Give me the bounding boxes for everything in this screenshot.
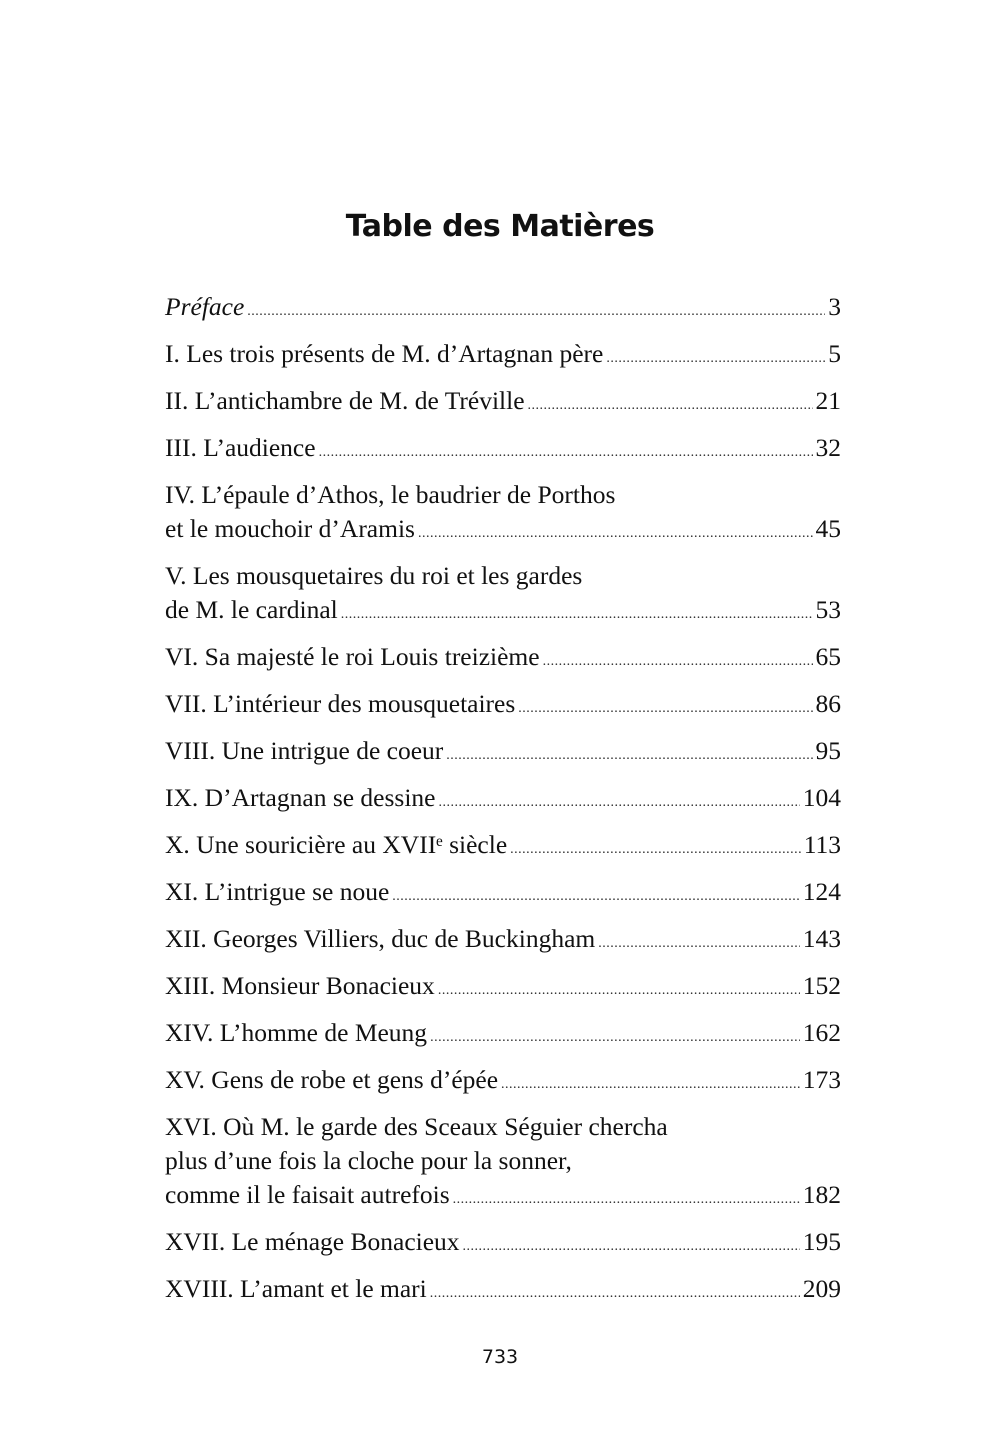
- toc-entry-title-line: XVI. Où M. le garde des Sceaux Séguier chercha: [165, 1112, 668, 1141]
- toc-entry-page: 113: [803, 830, 841, 859]
- toc-entry-row: [165, 875, 841, 909]
- toc-entry: [165, 1110, 841, 1212]
- dot-leader: [438, 974, 800, 1008]
- dot-leader: [501, 1068, 800, 1102]
- toc-entry-row: [165, 1063, 841, 1097]
- toc-entry-row: [165, 734, 841, 768]
- toc-entry-row: [165, 640, 841, 674]
- toc-entry: [165, 1225, 841, 1259]
- table-of-contents: [165, 290, 841, 1319]
- toc-entry-row: [165, 593, 841, 627]
- toc-entry-title: VIII. Une intrigue de coeur: [165, 736, 444, 765]
- dot-leader: [430, 1021, 800, 1055]
- toc-entry-row: [165, 1016, 841, 1050]
- toc-entry-row: [165, 781, 841, 815]
- toc-entry-page: 45: [815, 514, 841, 543]
- toc-entry: [165, 781, 841, 815]
- dot-leader: [598, 927, 800, 961]
- toc-entry-title: XV. Gens de robe et gens d’épée: [165, 1065, 499, 1094]
- toc-entry: [165, 640, 841, 674]
- dot-leader: [446, 739, 812, 773]
- toc-entry-title: XVIII. L’amant et le mari: [165, 1274, 427, 1303]
- toc-entry-row: [165, 1225, 841, 1259]
- dot-leader: [463, 1230, 800, 1264]
- toc-entry-row: [165, 1272, 841, 1306]
- toc-entry: [165, 1016, 841, 1050]
- toc-entry: [165, 875, 841, 909]
- toc-entry: [165, 828, 841, 862]
- toc-entry-page: 173: [802, 1065, 841, 1094]
- toc-entry-page: 209: [802, 1274, 841, 1303]
- toc-entry-title: III. L’audience: [165, 433, 316, 462]
- toc-entry-row: [165, 828, 841, 862]
- toc-entry-title: X. Une souricière au XVIIᵉ siècle: [165, 830, 508, 859]
- toc-entry-page: 86: [815, 689, 841, 718]
- dot-leader: [430, 1277, 800, 1311]
- toc-entry-page: 152: [802, 971, 841, 1000]
- toc-entry-title: de M. le cardinal: [165, 595, 338, 624]
- toc-entry-title-line: V. Les mousquetaires du roi et les gardes: [165, 561, 583, 590]
- toc-entry-page: 162: [802, 1018, 841, 1047]
- toc-entry-title: I. Les trois présents de M. d’Artagnan père: [165, 339, 604, 368]
- dot-leader: [606, 342, 825, 376]
- toc-entry-page: 21: [815, 386, 841, 415]
- toc-entry-title: XIII. Monsieur Bonacieux: [165, 971, 435, 1000]
- toc-entry: [165, 1272, 841, 1306]
- toc-entry: [165, 922, 841, 956]
- toc-entry-title-line: IV. L’épaule d’Athos, le baudrier de Porthos: [165, 480, 616, 509]
- toc-entry: [165, 384, 841, 418]
- dot-leader: [510, 833, 801, 867]
- dot-leader: [392, 880, 799, 914]
- toc-entry-page: 65: [815, 642, 841, 671]
- toc-entry-page: 32: [815, 433, 841, 462]
- dot-leader: [518, 692, 812, 726]
- toc-entry-title: comme il le faisait autrefois: [165, 1180, 450, 1209]
- toc-entry-row: [165, 384, 841, 418]
- page-title: Table des Matières: [345, 209, 655, 244]
- toc-entry: [165, 431, 841, 465]
- toc-entry-page: 3: [828, 292, 841, 321]
- toc-entry-row: [165, 337, 841, 371]
- toc-entry-title: et le mouchoir d’Aramis: [165, 514, 415, 543]
- toc-entry-page: 104: [802, 783, 841, 812]
- dot-leader: [543, 645, 813, 679]
- dot-leader: [528, 389, 813, 423]
- toc-entry-row: [165, 431, 841, 465]
- toc-entry: [165, 337, 841, 371]
- toc-entry-row: [165, 922, 841, 956]
- toc-entry-row: [165, 290, 841, 324]
- toc-entry-page: 124: [802, 877, 841, 906]
- toc-entry-page: 143: [802, 924, 841, 953]
- toc-entry-title: IX. D’Artagnan se dessine: [165, 783, 436, 812]
- toc-entry-title: II. L’antichambre de M. de Tréville: [165, 386, 525, 415]
- dot-leader: [341, 598, 813, 632]
- toc-entry-title: XIV. L’homme de Meung: [165, 1018, 428, 1047]
- dot-leader: [418, 517, 813, 551]
- toc-entry: [165, 1063, 841, 1097]
- dot-leader: [439, 786, 800, 820]
- page-number: 733: [481, 1346, 519, 1368]
- toc-entry: [165, 734, 841, 768]
- toc-entry-page: 195: [802, 1227, 841, 1256]
- toc-entry: [165, 687, 841, 721]
- toc-entry: [165, 478, 841, 546]
- toc-entry-title: XVII. Le ménage Bonacieux: [165, 1227, 460, 1256]
- toc-entry-title: Préface: [165, 292, 245, 321]
- toc-entry-row: [165, 969, 841, 1003]
- toc-entry: [165, 969, 841, 1003]
- toc-entry-row: [165, 687, 841, 721]
- toc-entry-title-line: plus d’une fois la cloche pour la sonner,: [165, 1146, 572, 1175]
- toc-entry-row: [165, 512, 841, 546]
- dot-leader: [247, 295, 825, 329]
- toc-entry-row: [165, 1178, 841, 1212]
- toc-entry-page: 53: [815, 595, 841, 624]
- toc-entry-title: VI. Sa majesté le roi Louis treizième: [165, 642, 540, 671]
- toc-entry-page: 5: [828, 339, 841, 368]
- toc-entry: [165, 559, 841, 627]
- toc-entry-title: XII. Georges Villiers, duc de Buckingham: [165, 924, 596, 953]
- toc-entry-title: XI. L’intrigue se noue: [165, 877, 390, 906]
- toc-entry-title: VII. L’intérieur des mousquetaires: [165, 689, 516, 718]
- toc-entry-page: 95: [815, 736, 841, 765]
- toc-entry: [165, 290, 841, 324]
- dot-leader: [453, 1183, 800, 1217]
- dot-leader: [319, 436, 813, 470]
- toc-entry-page: 182: [802, 1180, 841, 1209]
